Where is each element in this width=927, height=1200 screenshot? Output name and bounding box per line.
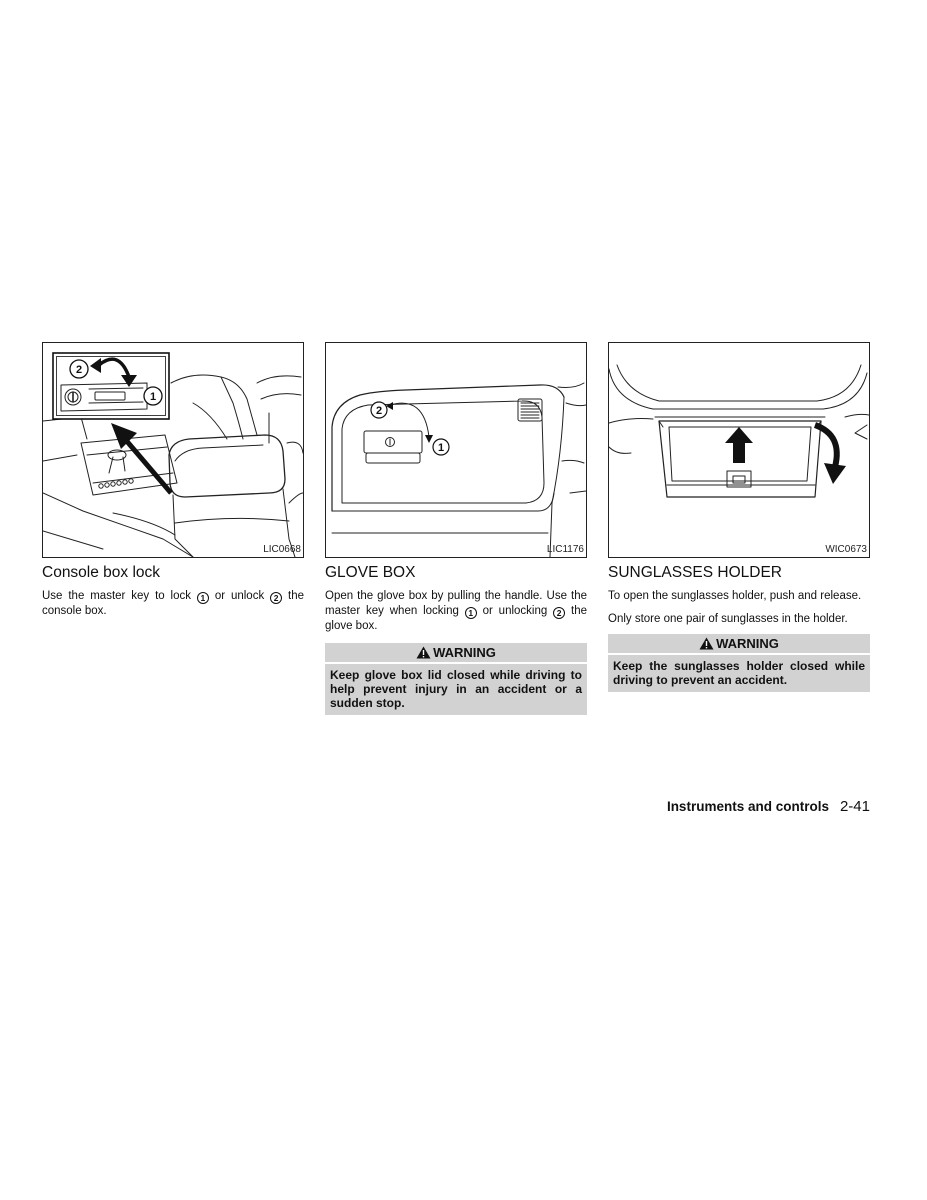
door-lower-edge (332, 493, 554, 511)
warning-header (608, 634, 870, 653)
headliner-outer (609, 369, 867, 409)
body-text: the glove box. (325, 604, 587, 632)
circled-number-2: 2 (553, 607, 565, 619)
console-box-section (42, 342, 304, 619)
glove-box-description (325, 589, 587, 633)
callout-1 (433, 439, 449, 455)
dashboard-outline (332, 383, 586, 557)
callout-number: 2 (375, 405, 383, 417)
glove-box-illustration (326, 343, 586, 557)
side-trim (558, 383, 586, 493)
warning-box (608, 634, 870, 692)
dashboard-lower-edge (43, 455, 77, 461)
console-lid-seam (175, 445, 263, 461)
console-box-figure (42, 342, 304, 558)
figure-code: WIC0673 (825, 544, 867, 555)
console-lid (169, 435, 285, 497)
warning-title: WARNING (716, 636, 779, 651)
callout-number: 1 (149, 391, 157, 403)
warning-header (325, 643, 587, 662)
sunglasses-holder-figure (608, 342, 870, 558)
indicator-dot (105, 483, 109, 487)
callout-2 (371, 402, 387, 418)
circled-number-1: 1 (197, 592, 209, 604)
headliner-left-trim (609, 419, 653, 454)
callout-2 (70, 360, 88, 378)
section-heading: Console box lock (42, 564, 161, 581)
locator-arrow-icon (111, 423, 171, 493)
rotation-arrow-arc (390, 403, 429, 437)
warning-title: WARNING (433, 645, 496, 660)
body-text: Open the glove box by pulling the handle. Use the master key when locking (325, 590, 587, 617)
console-box-lock-illustration (43, 343, 303, 557)
body-text: the console box. (42, 590, 305, 617)
sunglasses-holder-note: Only store one pair of sunglasses in the holder. (608, 612, 848, 625)
indicator-dot (111, 482, 115, 486)
seat-back-left (171, 375, 243, 439)
sunglasses-holder-instruction: To open the sunglasses holder, push and release. (608, 590, 862, 602)
body-text: Use the master key to lock (42, 590, 192, 602)
handle-housing (364, 431, 422, 453)
footer-section-title: Instruments and controls (666, 799, 829, 814)
glove-box-section (325, 342, 587, 715)
handle-grip (366, 453, 420, 463)
glove-box-handle (364, 431, 422, 463)
rotation-arrow-icon (386, 402, 433, 443)
section-heading: SUNGLASSES HOLDER (608, 564, 782, 581)
rotation-arrow-head-down (425, 435, 433, 443)
glove-box-figure (325, 342, 587, 558)
warning-triangle-icon (416, 646, 431, 659)
headliner-inner (617, 365, 861, 401)
callout-number: 2 (75, 364, 83, 376)
dashboard-edge (43, 417, 87, 439)
callout-number: 1 (437, 442, 445, 454)
warning-text: Keep the sunglasses holder closed while driving to prevent an accident. (608, 655, 870, 692)
indicator-dot (99, 484, 103, 488)
body-text: or unlock (214, 590, 265, 602)
warning-triangle-icon (699, 637, 714, 650)
section-heading: GLOVE BOX (325, 564, 416, 581)
sunglasses-holder-section (608, 342, 870, 692)
callout-1 (144, 387, 162, 405)
swing-arrow-head (824, 463, 846, 484)
floor-mat-line (43, 513, 175, 549)
warning-box (325, 643, 587, 715)
circled-number-1: 1 (465, 607, 477, 619)
indicator-dot (117, 481, 121, 485)
floor-line (43, 493, 193, 557)
holder-hinge (655, 417, 825, 427)
circled-number-2: 2 (270, 592, 282, 604)
warning-text: Keep glove box lid closed while driving to help prevent injury in an accident or a sudden stop. (325, 664, 587, 715)
indicator-dot (123, 480, 127, 484)
page-number: 2-41 (839, 798, 870, 815)
dash-right-seam (550, 397, 564, 557)
holder-latch-inner (733, 476, 745, 483)
figure-code: LIC1176 (546, 544, 584, 555)
body-text: or unlocking (482, 604, 548, 617)
console-box-description (42, 589, 304, 619)
page-footer (667, 798, 870, 815)
seat-cushion-right (287, 442, 303, 503)
push-up-arrow-icon (725, 427, 753, 463)
air-vent (518, 399, 542, 421)
inset-frame (53, 353, 169, 419)
lock-detail-inset (53, 353, 169, 419)
seat-back-right (257, 376, 301, 443)
sunglasses-holder-illustration (609, 343, 869, 557)
headliner-right-trim (845, 414, 869, 439)
figure-code: LIC0668 (263, 544, 301, 555)
indicator-dot (129, 479, 133, 483)
